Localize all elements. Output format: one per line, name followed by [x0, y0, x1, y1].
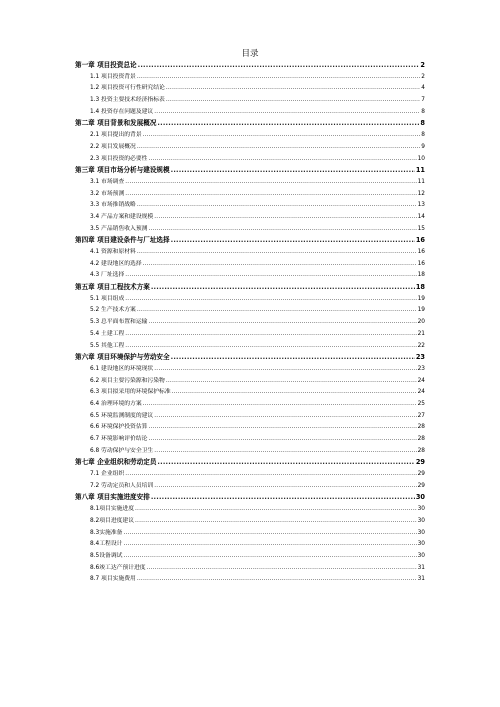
toc-section-entry[interactable] — [75, 422, 425, 434]
dot-leader — [143, 259, 417, 271]
dot-leader — [151, 282, 415, 294]
toc-section-entry[interactable] — [75, 130, 425, 142]
toc-section-entry[interactable] — [75, 528, 425, 540]
toc-section-entry[interactable] — [75, 481, 425, 493]
toc-page-number: 16 — [417, 260, 425, 267]
dot-leader — [148, 317, 416, 329]
toc-entry-label: 1.3 投资主要技术经济指标表 — [90, 97, 165, 104]
toc-section-entry[interactable] — [75, 563, 425, 575]
toc-entry-label: 5.5 其他工程 — [90, 342, 125, 349]
toc-section-entry[interactable] — [75, 247, 425, 259]
toc-entry-label: 6.8 劳动保护与安全卫生 — [90, 447, 154, 454]
toc-page-number: 13 — [417, 202, 425, 209]
toc-page-number: 28 — [417, 447, 425, 454]
toc-entry-label: 第七章 企业组织和劳动定员 — [75, 458, 157, 467]
toc-page-number: 22 — [417, 342, 425, 349]
toc-page-number: 30 — [417, 541, 425, 548]
toc-page-number: 28 — [417, 424, 425, 431]
toc-page-number: 15 — [417, 225, 425, 232]
toc-section-entry[interactable] — [75, 551, 425, 563]
toc-section-entry[interactable] — [75, 434, 425, 446]
toc-section-entry[interactable] — [75, 212, 425, 224]
toc-page-number: 24 — [417, 377, 425, 384]
toc-entry-label: 6.5 环境监测制度的建议 — [90, 412, 154, 419]
toc-page-number: 21 — [417, 330, 425, 337]
toc-section-entry[interactable] — [75, 177, 425, 189]
toc-page-number: 29 — [417, 482, 425, 489]
toc-page-number: 20 — [417, 319, 425, 326]
toc-section-entry[interactable] — [75, 294, 425, 306]
toc-entry-label: 5.3 总平面布置和运输 — [90, 319, 148, 326]
dot-leader — [148, 154, 416, 166]
toc-section-entry[interactable] — [75, 469, 425, 481]
toc-page-number: 11 — [417, 178, 425, 185]
dot-leader — [125, 329, 416, 341]
toc-section-entry[interactable] — [75, 376, 425, 388]
toc-page-number: 19 — [417, 307, 425, 314]
toc-section-entry[interactable] — [75, 317, 425, 329]
toc-entry-label: 2.3 项目投资的必要性 — [90, 155, 148, 162]
dot-leader — [148, 422, 416, 434]
dot-leader — [138, 60, 420, 72]
toc-page-number: 8 — [420, 119, 425, 128]
table-of-contents — [75, 60, 425, 586]
toc-section-entry[interactable] — [75, 411, 425, 423]
toc-page-number: 8 — [421, 132, 425, 139]
toc-entry-label: 第一章 项目投资总论 — [75, 61, 137, 69]
toc-section-entry[interactable] — [75, 189, 425, 201]
toc-chapter-entry[interactable] — [75, 118, 425, 130]
toc-entry-label: 6.1 建设地区的环境现状 — [90, 365, 154, 372]
toc-section-entry[interactable] — [75, 446, 425, 458]
dot-leader — [154, 107, 420, 119]
dot-leader — [157, 118, 419, 130]
toc-page-number: 7 — [421, 97, 425, 104]
toc-section-entry[interactable] — [75, 329, 425, 341]
dot-leader — [157, 457, 414, 469]
toc-entry-label: 2.2 项目发展概况 — [90, 143, 136, 150]
toc-page-number: 2 — [420, 61, 425, 69]
toc-entry-label: 第二章 项目背景和发展概况 — [75, 119, 157, 128]
dot-leader — [148, 224, 416, 236]
toc-page-number: 10 — [417, 155, 425, 162]
toc-page-number: 29 — [415, 458, 425, 467]
toc-section-entry[interactable] — [75, 539, 425, 551]
dot-leader — [137, 305, 417, 317]
toc-entry-label: 2.1 项目提出的背景 — [90, 132, 142, 139]
toc-page-number: 24 — [417, 389, 425, 396]
dot-leader — [137, 574, 417, 586]
toc-section-entry[interactable] — [75, 259, 425, 271]
dot-leader — [123, 528, 416, 540]
toc-chapter-entry[interactable] — [75, 352, 425, 364]
toc-entry-label: 3.4 产品方案和建设规模 — [90, 213, 154, 220]
toc-entry-label: 8.3实施准备 — [90, 529, 123, 536]
toc-section-entry[interactable] — [75, 341, 425, 353]
toc-entry-label: 8.7 项目实施费用 — [90, 576, 136, 583]
toc-page-number: 14 — [417, 213, 425, 220]
dot-leader — [125, 341, 416, 353]
dot-leader — [166, 376, 417, 388]
toc-section-entry[interactable] — [75, 399, 425, 411]
dot-leader — [125, 469, 416, 481]
toc-page-number: 2 — [421, 73, 425, 80]
dot-leader — [125, 177, 416, 189]
toc-page-number: 31 — [417, 576, 425, 583]
toc-entry-label: 3.2 市场预测 — [90, 190, 125, 197]
toc-page-number: 30 — [417, 517, 425, 524]
dot-leader — [147, 563, 417, 575]
toc-chapter-entry[interactable] — [75, 165, 425, 177]
toc-entry-label: 5.4 土建工程 — [90, 330, 125, 337]
toc-section-entry[interactable] — [75, 83, 425, 95]
dot-leader — [154, 411, 416, 423]
dot-leader — [137, 142, 420, 154]
toc-title: 目录 — [241, 49, 259, 59]
toc-chapter-entry[interactable] — [75, 282, 425, 294]
toc-page-number: 9 — [421, 143, 425, 150]
dot-leader — [137, 200, 417, 212]
toc-section-entry[interactable] — [75, 574, 425, 586]
toc-entry-label: 4.1 资源和原材料 — [90, 249, 136, 255]
toc-section-entry[interactable] — [75, 387, 425, 399]
dot-leader — [123, 551, 416, 563]
toc-entry-label: 第三章 项目市场分析与建设规模 — [75, 166, 170, 175]
toc-page-number: 30 — [417, 506, 425, 513]
dot-leader — [172, 387, 417, 399]
toc-page-number: 16 — [417, 249, 425, 255]
toc-entry-label: 4.2 建设地区的选择 — [90, 260, 142, 267]
toc-page-number: 4 — [421, 85, 425, 92]
dot-leader — [166, 95, 420, 107]
toc-entry-label: 6.2 项目主要污染源和污染物 — [90, 377, 165, 384]
dot-leader — [154, 446, 416, 458]
toc-entry-label: 3.3 市场推销战略 — [90, 202, 136, 209]
toc-page-number: 11 — [415, 166, 425, 175]
toc-entry-label: 6.4 治理环境的方案 — [90, 400, 142, 407]
toc-section-entry[interactable] — [75, 107, 425, 119]
dot-leader — [148, 434, 416, 446]
dot-leader — [123, 539, 416, 551]
toc-entry-label: 3.5 产品销售收入预测 — [90, 225, 148, 232]
dot-leader — [143, 130, 421, 142]
toc-entry-label: 8.1项目实施进度 — [90, 506, 135, 513]
toc-page-number: 29 — [417, 471, 425, 478]
dot-leader — [151, 492, 415, 504]
toc-section-entry[interactable] — [75, 305, 425, 317]
toc-entry-label: 第八章 项目实施进度安排 — [75, 493, 150, 502]
toc-section-entry[interactable] — [75, 504, 425, 516]
toc-entry-label: 5.1 项目组成 — [90, 295, 125, 302]
toc-entry-label: 7.1 企业组织 — [90, 471, 125, 478]
dot-leader — [171, 352, 415, 364]
dot-leader — [171, 235, 415, 247]
toc-entry-label: 第六章 项目环境保护与劳动安全 — [75, 353, 170, 362]
toc-entry-label: 8.2项目进度建议 — [90, 517, 135, 524]
toc-section-entry[interactable] — [75, 270, 425, 282]
toc-entry-label: 6.6 环境保护投资估算 — [90, 424, 148, 431]
dot-leader — [143, 399, 417, 411]
toc-page-number: 12 — [417, 190, 425, 197]
toc-chapter-entry[interactable] — [75, 457, 425, 469]
toc-chapter-entry[interactable] — [75, 492, 425, 504]
toc-section-entry[interactable] — [75, 72, 425, 84]
toc-entry-label: 8.4工程设计 — [90, 541, 123, 548]
toc-page-number: 31 — [417, 564, 425, 571]
dot-leader — [137, 247, 417, 259]
toc-entry-label: 6.7 环境影响评价结论 — [90, 436, 148, 442]
toc-entry-label: 5.2 生产技术方案 — [90, 307, 136, 314]
toc-page-number: 30 — [417, 552, 425, 559]
dot-leader — [125, 270, 416, 282]
toc-page-number: 30 — [417, 529, 425, 536]
toc-page-number: 23 — [415, 353, 425, 362]
toc-chapter-entry[interactable] — [75, 60, 425, 72]
toc-section-entry[interactable] — [75, 516, 425, 528]
toc-entry-label: 8.5设备调试 — [90, 552, 123, 559]
dot-leader — [154, 364, 416, 376]
toc-entry-label: 1.1 项目投资背景 — [90, 73, 136, 80]
toc-page-number: 25 — [417, 400, 425, 407]
toc-page-number: 28 — [417, 436, 425, 442]
dot-leader — [135, 504, 417, 516]
toc-page-number: 8 — [421, 108, 425, 115]
toc-section-entry[interactable] — [75, 95, 425, 107]
toc-entry-label: 第四章 项目建设条件与厂址选择 — [75, 236, 170, 245]
toc-entry-label: 1.2 项目投资可行性研究结论 — [90, 85, 165, 92]
toc-chapter-entry[interactable] — [75, 235, 425, 247]
toc-entry-label: 1.4 投资存在问题及建议 — [90, 108, 154, 115]
toc-page-number: 30 — [415, 493, 425, 502]
toc-entry-label: 4.3 厂址选择 — [90, 272, 125, 279]
toc-section-entry[interactable] — [75, 364, 425, 376]
toc-section-entry[interactable] — [75, 200, 425, 212]
toc-entry-label: 3.1 市场调查 — [90, 178, 125, 185]
toc-section-entry[interactable] — [75, 142, 425, 154]
toc-page-number: 18 — [415, 283, 425, 292]
dot-leader — [154, 481, 416, 493]
dot-leader — [166, 83, 420, 95]
toc-section-entry[interactable] — [75, 224, 425, 236]
toc-section-entry[interactable] — [75, 154, 425, 166]
dot-leader — [125, 294, 416, 306]
dot-leader — [135, 516, 417, 528]
toc-entry-label: 6.3 项目拟采用的环境保护标准 — [90, 389, 171, 396]
dot-leader — [171, 165, 415, 177]
toc-page-number: 19 — [417, 295, 425, 302]
toc-entry-label: 第五章 项目工程技术方案 — [75, 283, 150, 292]
dot-leader — [137, 72, 420, 84]
dot-leader — [125, 189, 416, 201]
toc-page-number: 23 — [417, 365, 425, 372]
toc-entry-label: 8.6竣工达产预计进度 — [90, 564, 146, 571]
toc-entry-label: 7.2 劳动定员和人员培训 — [90, 482, 154, 489]
toc-page-number: 16 — [415, 236, 425, 245]
dot-leader — [154, 212, 416, 224]
toc-page-number: 27 — [417, 412, 425, 419]
toc-page-number: 18 — [417, 272, 425, 279]
